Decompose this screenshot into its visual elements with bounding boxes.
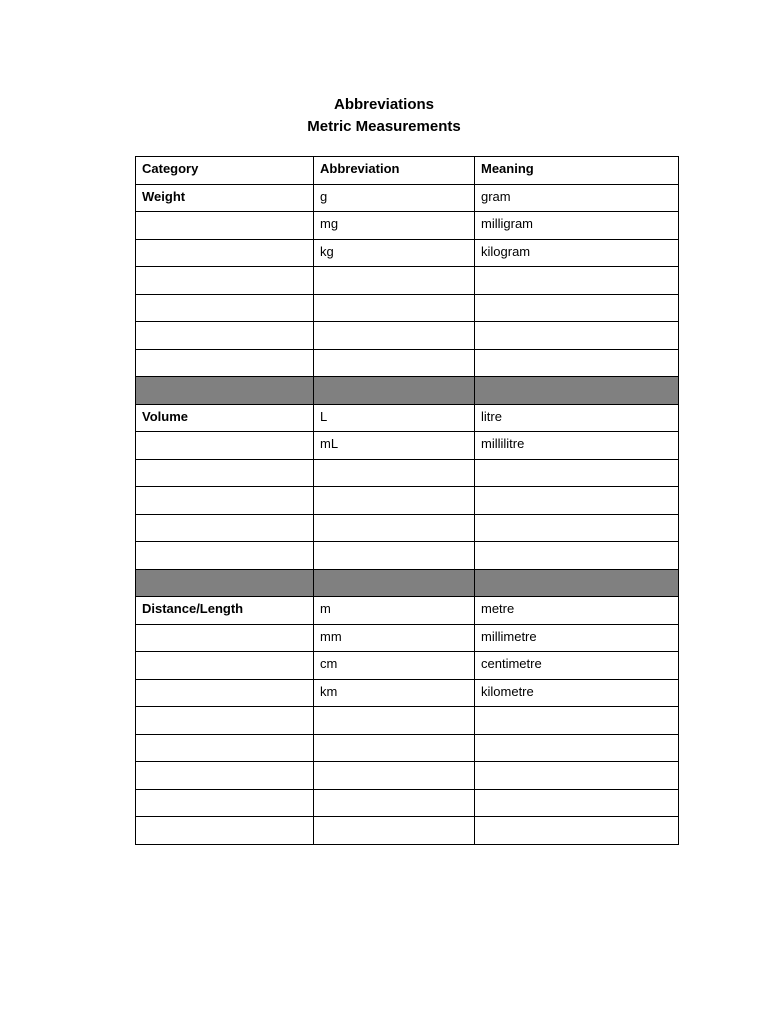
meaning-cell <box>475 762 679 790</box>
category-cell <box>136 569 314 597</box>
table-row <box>136 514 679 542</box>
meaning-cell <box>475 487 679 515</box>
meaning-cell <box>475 734 679 762</box>
category-cell <box>136 789 314 817</box>
category-cell <box>136 707 314 735</box>
category-cell: Volume <box>136 404 314 432</box>
abbreviation-cell: g <box>314 184 475 212</box>
table-row <box>136 432 679 460</box>
category-cell <box>136 679 314 707</box>
meaning-cell <box>475 459 679 487</box>
table-row <box>136 789 679 817</box>
meaning-cell: gram <box>475 184 679 212</box>
meaning-cell <box>475 817 679 845</box>
table-row <box>136 762 679 790</box>
abbreviation-cell <box>314 734 475 762</box>
meaning-cell <box>475 294 679 322</box>
abbreviation-cell: L <box>314 404 475 432</box>
category-cell <box>136 239 314 267</box>
category-cell <box>136 762 314 790</box>
category-cell <box>136 459 314 487</box>
meaning-cell: centimetre <box>475 652 679 680</box>
abbreviation-cell: cm <box>314 652 475 680</box>
abbreviation-cell: kg <box>314 239 475 267</box>
header-meaning: Meaning <box>475 157 679 185</box>
category-cell <box>136 734 314 762</box>
meaning-cell: milligram <box>475 212 679 240</box>
category-cell <box>136 212 314 240</box>
category-cell <box>136 542 314 570</box>
meaning-cell: kilometre <box>475 679 679 707</box>
abbreviation-cell <box>314 459 475 487</box>
category-cell <box>136 349 314 377</box>
category-cell <box>136 817 314 845</box>
table-row <box>136 267 679 295</box>
abbreviation-cell: mg <box>314 212 475 240</box>
meaning-cell <box>475 377 679 405</box>
table-row <box>136 817 679 845</box>
abbreviation-cell: m <box>314 597 475 625</box>
meaning-cell <box>475 514 679 542</box>
table-row <box>136 459 679 487</box>
table-row <box>136 404 679 432</box>
meaning-cell: litre <box>475 404 679 432</box>
meaning-cell <box>475 542 679 570</box>
category-cell <box>136 432 314 460</box>
category-cell <box>136 267 314 295</box>
abbreviation-cell <box>314 569 475 597</box>
table-row <box>136 322 679 350</box>
table-row <box>136 542 679 570</box>
meaning-cell: kilogram <box>475 239 679 267</box>
category-cell <box>136 322 314 350</box>
table-header-row <box>136 157 679 185</box>
table-row <box>136 652 679 680</box>
abbreviation-cell <box>314 542 475 570</box>
abbreviation-cell <box>314 487 475 515</box>
meaning-cell: metre <box>475 597 679 625</box>
table-row <box>136 734 679 762</box>
section-divider-row <box>136 377 679 405</box>
meaning-cell <box>475 707 679 735</box>
category-cell <box>136 652 314 680</box>
table-row <box>136 349 679 377</box>
category-cell <box>136 514 314 542</box>
category-cell <box>136 487 314 515</box>
category-cell <box>136 294 314 322</box>
abbreviation-cell <box>314 377 475 405</box>
abbreviation-cell: mL <box>314 432 475 460</box>
meaning-cell <box>475 569 679 597</box>
abbreviation-cell <box>314 294 475 322</box>
table-row <box>136 597 679 625</box>
table-row <box>136 239 679 267</box>
table-row <box>136 487 679 515</box>
abbreviation-cell <box>314 322 475 350</box>
category-cell <box>136 377 314 405</box>
title-line-1: Abbreviations <box>333 96 435 113</box>
abbreviation-cell <box>314 762 475 790</box>
abbreviation-cell <box>314 267 475 295</box>
meaning-cell <box>475 349 679 377</box>
abbreviation-cell <box>314 789 475 817</box>
table-row <box>136 624 679 652</box>
table-row <box>136 707 679 735</box>
title-line-2: Metric Measurements <box>307 118 461 135</box>
abbreviation-cell <box>314 817 475 845</box>
meaning-cell <box>475 267 679 295</box>
table-body <box>136 184 679 844</box>
category-cell: Weight <box>136 184 314 212</box>
header-category: Category <box>136 157 314 185</box>
abbreviation-cell <box>314 514 475 542</box>
meaning-cell: millilitre <box>475 432 679 460</box>
table-row <box>136 294 679 322</box>
table-row <box>136 679 679 707</box>
table-row <box>136 212 679 240</box>
meaning-cell <box>475 322 679 350</box>
abbreviation-cell <box>314 707 475 735</box>
abbreviation-cell: km <box>314 679 475 707</box>
table-row <box>136 184 679 212</box>
category-cell: Distance/Length <box>136 597 314 625</box>
meaning-cell <box>475 789 679 817</box>
abbreviations-table <box>135 156 679 845</box>
abbreviation-cell <box>314 349 475 377</box>
abbreviation-cell: mm <box>314 624 475 652</box>
meaning-cell: millimetre <box>475 624 679 652</box>
category-cell <box>136 624 314 652</box>
section-divider-row <box>136 569 679 597</box>
header-abbreviation: Abbreviation <box>314 157 475 185</box>
document-title <box>0 94 768 138</box>
